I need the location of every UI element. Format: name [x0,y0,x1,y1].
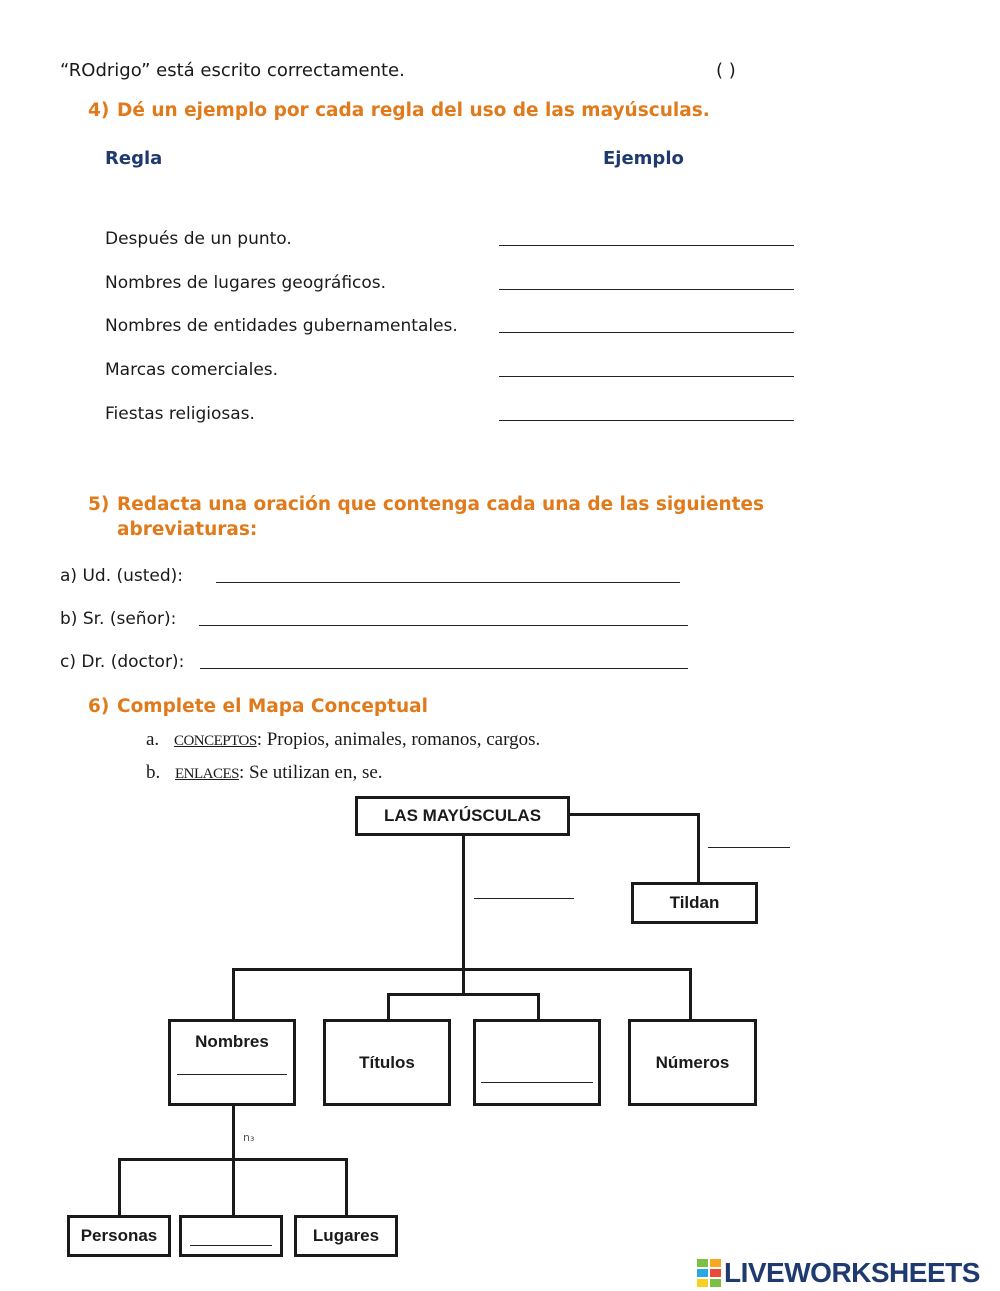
q4-rule-2: Nombres de lugares geográficos. [105,273,387,293]
intro-answer-blank[interactable]: ( ) [716,60,736,81]
q5-number: 5) [88,494,110,515]
logo-blocks-icon [697,1259,721,1287]
intro-statement: “ROdrigo” está escrito correctamente. [60,60,405,81]
map-sub-blank-line[interactable] [190,1245,272,1246]
map-personas-box: Personas [67,1215,171,1257]
q5-title-line1: Redacta una oración que contenga cada una de las siguientes [117,494,765,515]
q5-heading [0,494,900,520]
map-nombres-box [168,1019,296,1106]
connector-to-sub-blank [232,1158,235,1216]
q4-answer-line-4[interactable] [499,376,794,377]
link-blank-center[interactable] [474,898,574,899]
q6-item-b [146,762,383,784]
q5-item-c: c) Dr. (doctor): [60,652,185,672]
q4-answer-line-5[interactable] [499,420,794,421]
q5-item-b: b) Sr. (señor): [60,609,177,629]
map-nombres-label: Nombres [195,1032,269,1051]
connector-to-tildan [697,813,700,883]
liveworksheets-logo [697,1257,980,1289]
connector-branch-top [232,968,692,971]
q4-title: Dé un ejemplo por cada regla del uso de las mayúsculas. [117,100,710,121]
q6-b-text: : Se utilizan en, se. [239,762,383,783]
q6-b-letter: b. [146,762,161,783]
map-root-box: LAS MAYÚSCULAS [355,796,570,836]
q6-a-label: CONCEPTOS [173,733,257,749]
q6-number: 6) [88,696,110,717]
q5-title-line2: abreviaturas: [117,519,258,540]
q5-answer-line-a[interactable] [216,582,680,583]
q6-title: Complete el Mapa Conceptual [117,696,428,717]
q6-heading [0,696,900,722]
q4-rule-5: Fiestas religiosas. [105,404,255,424]
q6-a-letter: a. [146,729,160,750]
connector-to-lugares [345,1158,348,1216]
tiny-mark: n₃ [243,1131,255,1144]
q5-answer-line-c[interactable] [200,668,688,669]
q4-answer-line-2[interactable] [499,289,794,290]
q6-a-text: : Propios, animales, romanos, cargos. [256,729,541,750]
q4-heading [0,100,900,126]
connector-root-right [570,813,700,816]
connector-branch-middle [387,993,540,996]
map-blank-box[interactable] [473,1019,601,1106]
q6-item-a [146,729,540,751]
map-tildan-box: Tildan [631,882,758,924]
connector-to-blank-box [537,993,540,1021]
q4-answer-line-3[interactable] [499,332,794,333]
q5-item-a: a) Ud. (usted): [60,566,184,586]
connector-to-titulos [387,993,390,1021]
q4-rule-3: Nombres de entidades gubernamentales. [105,316,458,336]
map-nombres-blank[interactable] [177,1074,287,1075]
link-blank-tildan[interactable] [708,847,790,848]
map-sub-blank-box[interactable] [179,1215,283,1257]
connector-to-personas [118,1158,121,1216]
connector-nombres-down [232,1104,235,1160]
q4-col-example: Ejemplo [603,148,684,169]
map-blank-box-line[interactable] [481,1082,593,1083]
q4-col-rule: Regla [105,148,163,169]
map-titulos-box: Títulos [323,1019,451,1106]
q4-rule-4: Marcas comerciales. [105,360,279,380]
connector-to-numeros [689,968,692,1021]
q6-b-label: ENLACES [175,766,239,782]
connector-to-nombres [232,968,235,1021]
q5-answer-line-b[interactable] [199,625,688,626]
logo-text: LIVEWORKSHEETS [724,1257,980,1288]
q4-rule-1: Después de un punto. [105,229,292,249]
q4-number: 4) [88,100,110,121]
q4-answer-line-1[interactable] [499,245,794,246]
map-numeros-box: Números [628,1019,757,1106]
map-lugares-box: Lugares [294,1215,398,1257]
